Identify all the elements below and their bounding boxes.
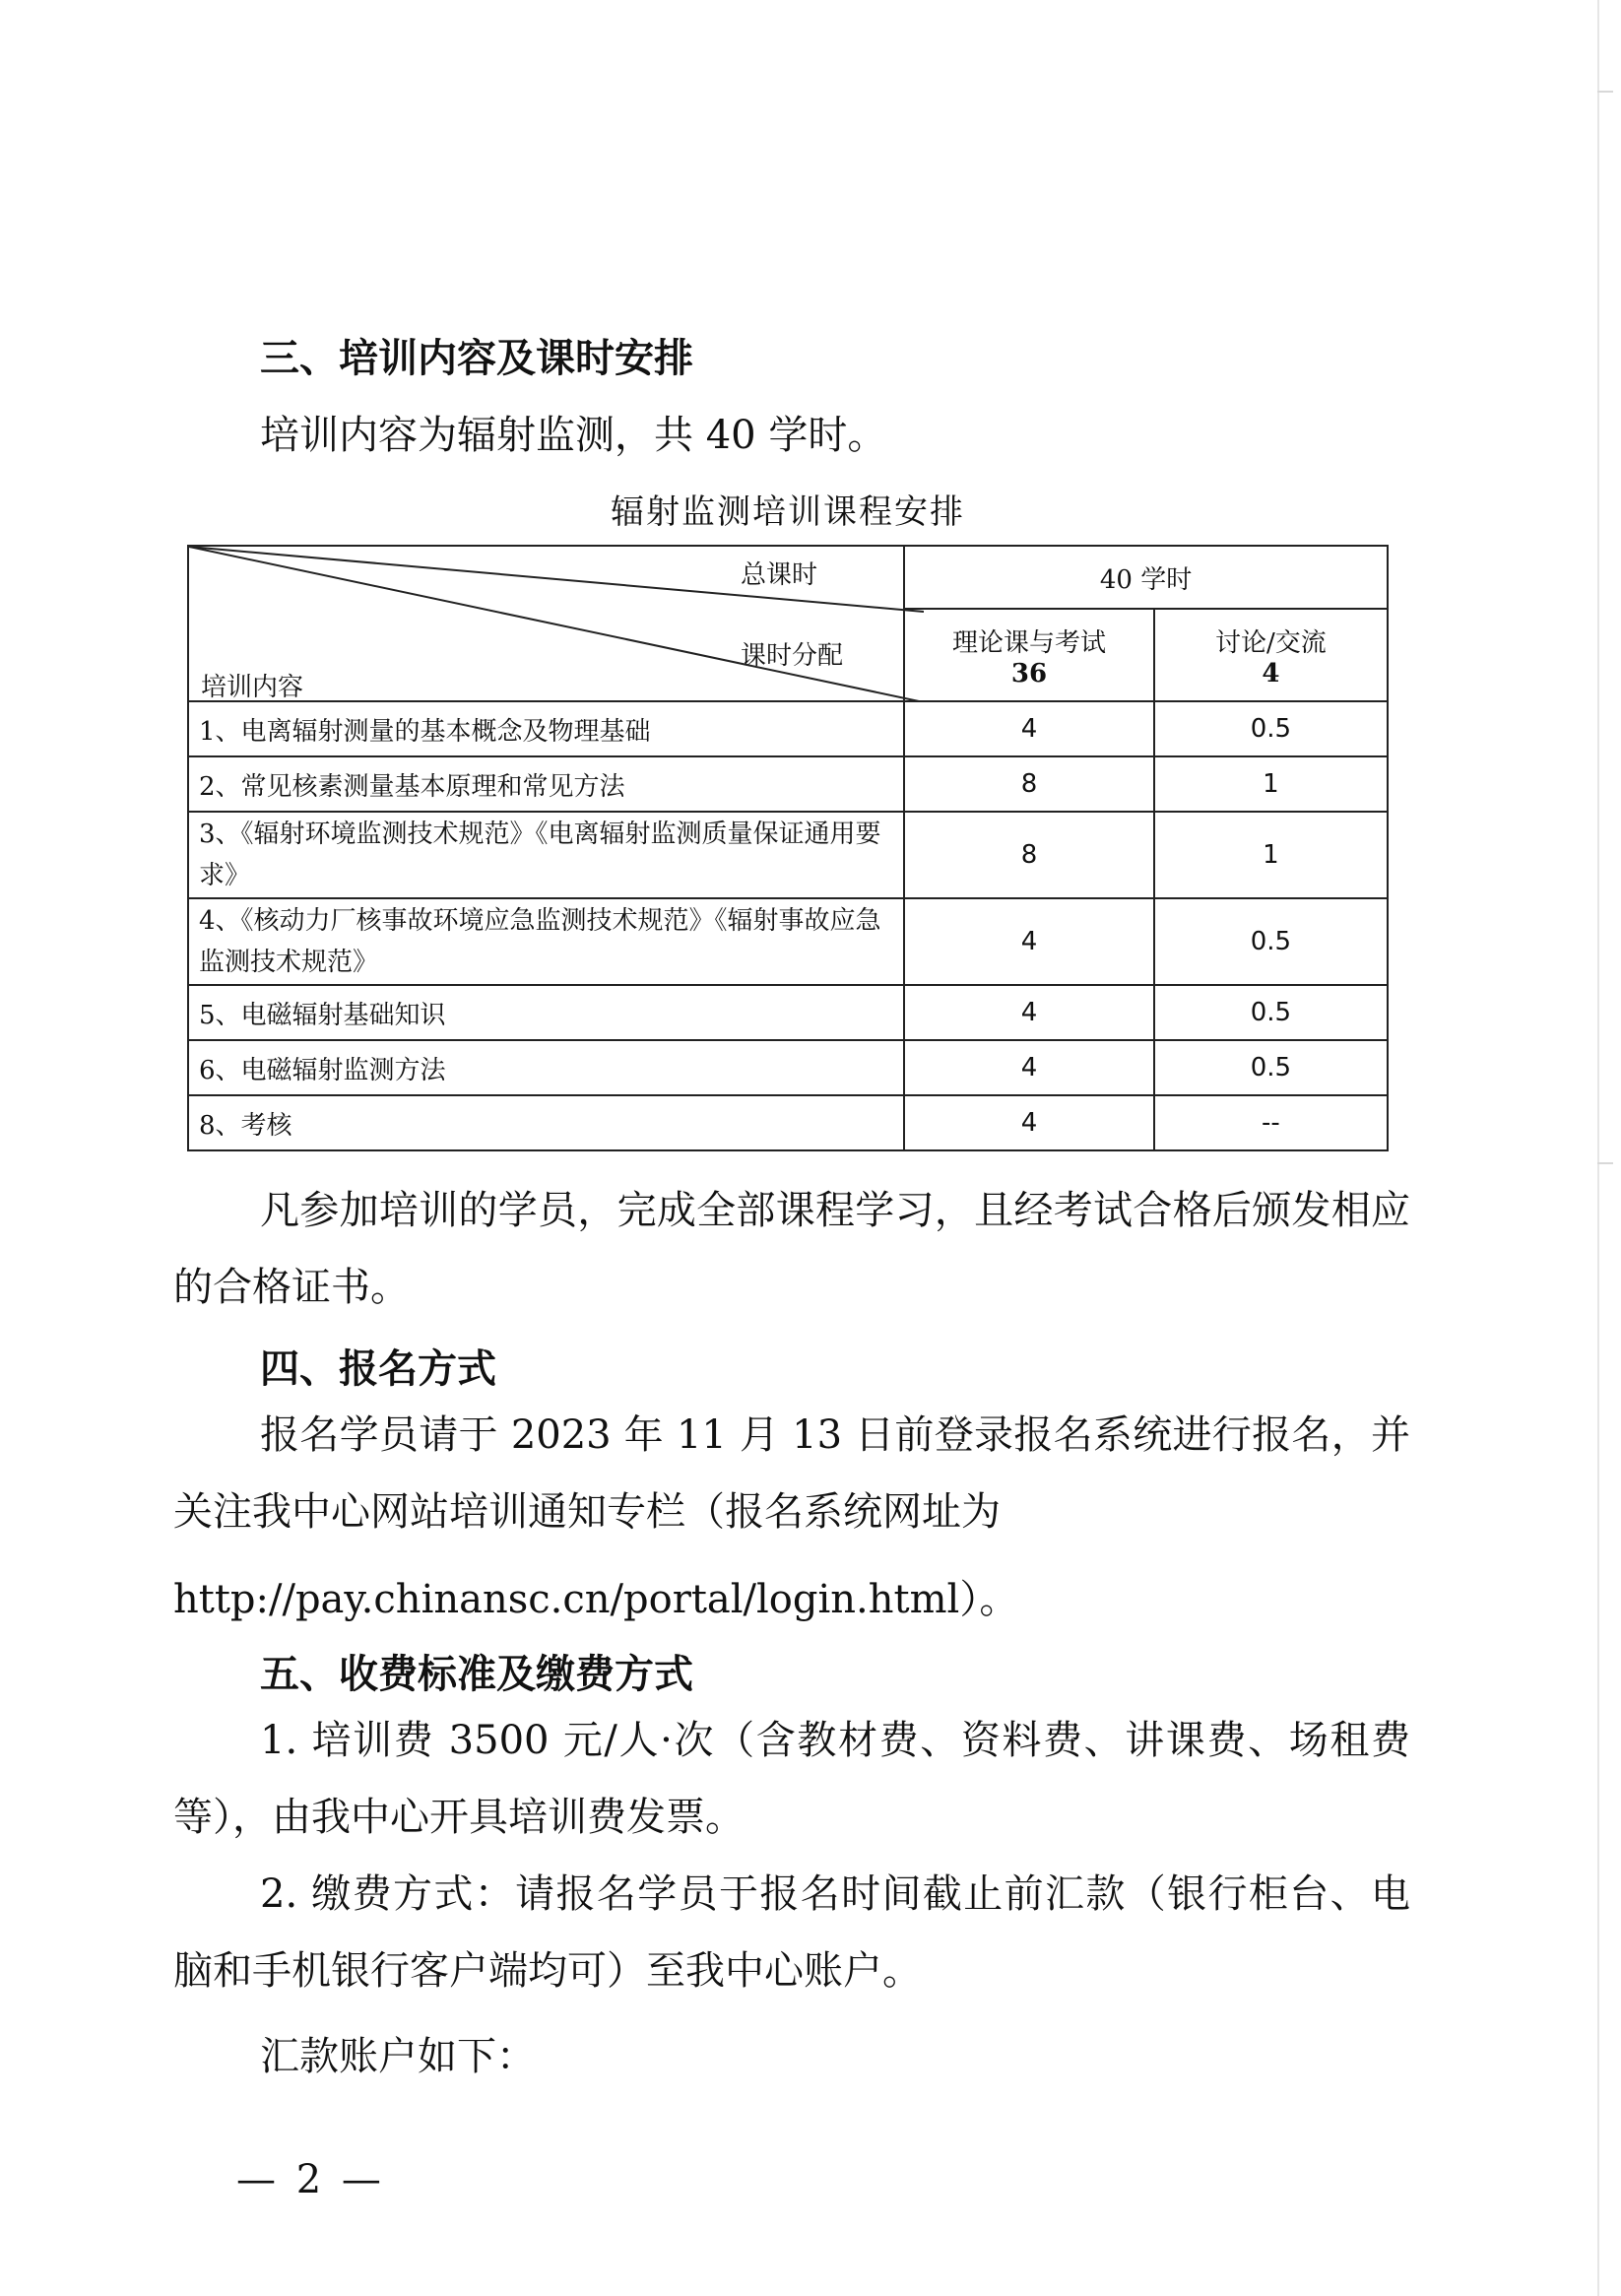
row-theory-hours: 4 bbox=[904, 1095, 1154, 1150]
row-discussion-hours: 0.5 bbox=[1154, 898, 1388, 985]
section-4-heading: 四、报名方式 bbox=[260, 1346, 496, 1392]
registration-paragraph: 报名学员请于 2023 年 11 月 13 日前登录报名系统进行报名，并关注我中心网站培训通知专栏（报名系统网址为 bbox=[173, 1412, 1410, 1535]
row-content: 6、电磁辐射监测方法 bbox=[188, 1040, 904, 1095]
row-theory-hours: 4 bbox=[904, 898, 1154, 985]
course-schedule-table bbox=[187, 545, 1389, 1151]
table-header-row bbox=[188, 546, 1388, 609]
row-discussion-hours: 0.5 bbox=[1154, 1040, 1388, 1095]
header-theory-value: 36 bbox=[1010, 658, 1048, 689]
table-row bbox=[188, 1040, 1388, 1095]
row-discussion-hours: 0.5 bbox=[1154, 985, 1388, 1040]
row-discussion-hours: -- bbox=[1154, 1095, 1388, 1150]
row-content: 5、电磁辐射基础知识 bbox=[188, 985, 904, 1040]
header-total-value: 40 学时 bbox=[904, 546, 1388, 609]
header-discussion-label: 讨论/交流 bbox=[1215, 627, 1327, 658]
registration-url[interactable]: http://pay.chinansc.cn/portal/login.html）。 bbox=[173, 1577, 1019, 1622]
row-content: 8、考核 bbox=[188, 1095, 904, 1150]
header-total-label: 总课时 bbox=[741, 560, 818, 590]
row-discussion-hours: 0.5 bbox=[1154, 701, 1388, 756]
header-content-label: 培训内容 bbox=[201, 673, 304, 702]
row-content: 4、《核动力厂核事故环境应急监测技术规范》《辐射事故应急监测技术规范》 bbox=[188, 898, 904, 985]
row-content: 2、常见核素测量基本原理和常见方法 bbox=[188, 756, 904, 812]
table-caption: 辐射监测培训课程安排 bbox=[611, 492, 965, 532]
header-alloc-label: 课时分配 bbox=[741, 641, 844, 671]
account-intro: 汇款账户如下： bbox=[260, 2034, 536, 2079]
scan-edge-line bbox=[1597, 0, 1599, 2296]
table-row bbox=[188, 756, 1388, 812]
row-theory-hours: 4 bbox=[904, 1040, 1154, 1095]
fee-item-1: 1. 培训费 3500 元/人·次（含教材费、资料费、讲课费、场租费等），由我中心开具培训费发票。 bbox=[173, 1718, 1410, 1840]
row-theory-hours: 8 bbox=[904, 812, 1154, 898]
row-discussion-hours: 1 bbox=[1154, 812, 1388, 898]
header-theory-label: 理论课与考试 bbox=[951, 627, 1106, 658]
section-5-heading: 五、收费标准及缴费方式 bbox=[260, 1652, 693, 1697]
diagonal-header-cell bbox=[188, 546, 904, 701]
certificate-paragraph: 凡参加培训的学员，完成全部课程学习，且经考试合格后颁发相应的合格证书。 bbox=[173, 1188, 1410, 1310]
row-theory-hours: 8 bbox=[904, 756, 1154, 812]
table-row bbox=[188, 1095, 1388, 1150]
header-theory-cell bbox=[904, 609, 1154, 701]
scan-edge-tick bbox=[1597, 1162, 1613, 1164]
row-theory-hours: 4 bbox=[904, 701, 1154, 756]
table-row bbox=[188, 898, 1388, 985]
section-3-intro: 培训内容为辐射监测，共 40 学时。 bbox=[260, 413, 887, 458]
page-number: — 2 — bbox=[236, 2157, 385, 2202]
row-content: 1、电离辐射测量的基本概念及物理基础 bbox=[188, 701, 904, 756]
section-3-heading: 三、培训内容及课时安排 bbox=[260, 336, 693, 381]
fee-item-2: 2. 缴费方式：请报名学员于报名时间截止前汇款（银行柜台、电脑和手机银行客户端均可）至我中心账户。 bbox=[173, 1871, 1410, 1994]
table-row bbox=[188, 701, 1388, 756]
row-discussion-hours: 1 bbox=[1154, 756, 1388, 812]
header-discussion-value: 4 bbox=[1262, 658, 1280, 689]
table-row bbox=[188, 812, 1388, 898]
scan-edge-tick bbox=[1597, 91, 1613, 93]
row-content: 3、《辐射环境监测技术规范》《电离辐射监测质量保证通用要求》 bbox=[188, 812, 904, 898]
row-theory-hours: 4 bbox=[904, 985, 1154, 1040]
table-row bbox=[188, 985, 1388, 1040]
header-discussion-cell bbox=[1154, 609, 1388, 701]
